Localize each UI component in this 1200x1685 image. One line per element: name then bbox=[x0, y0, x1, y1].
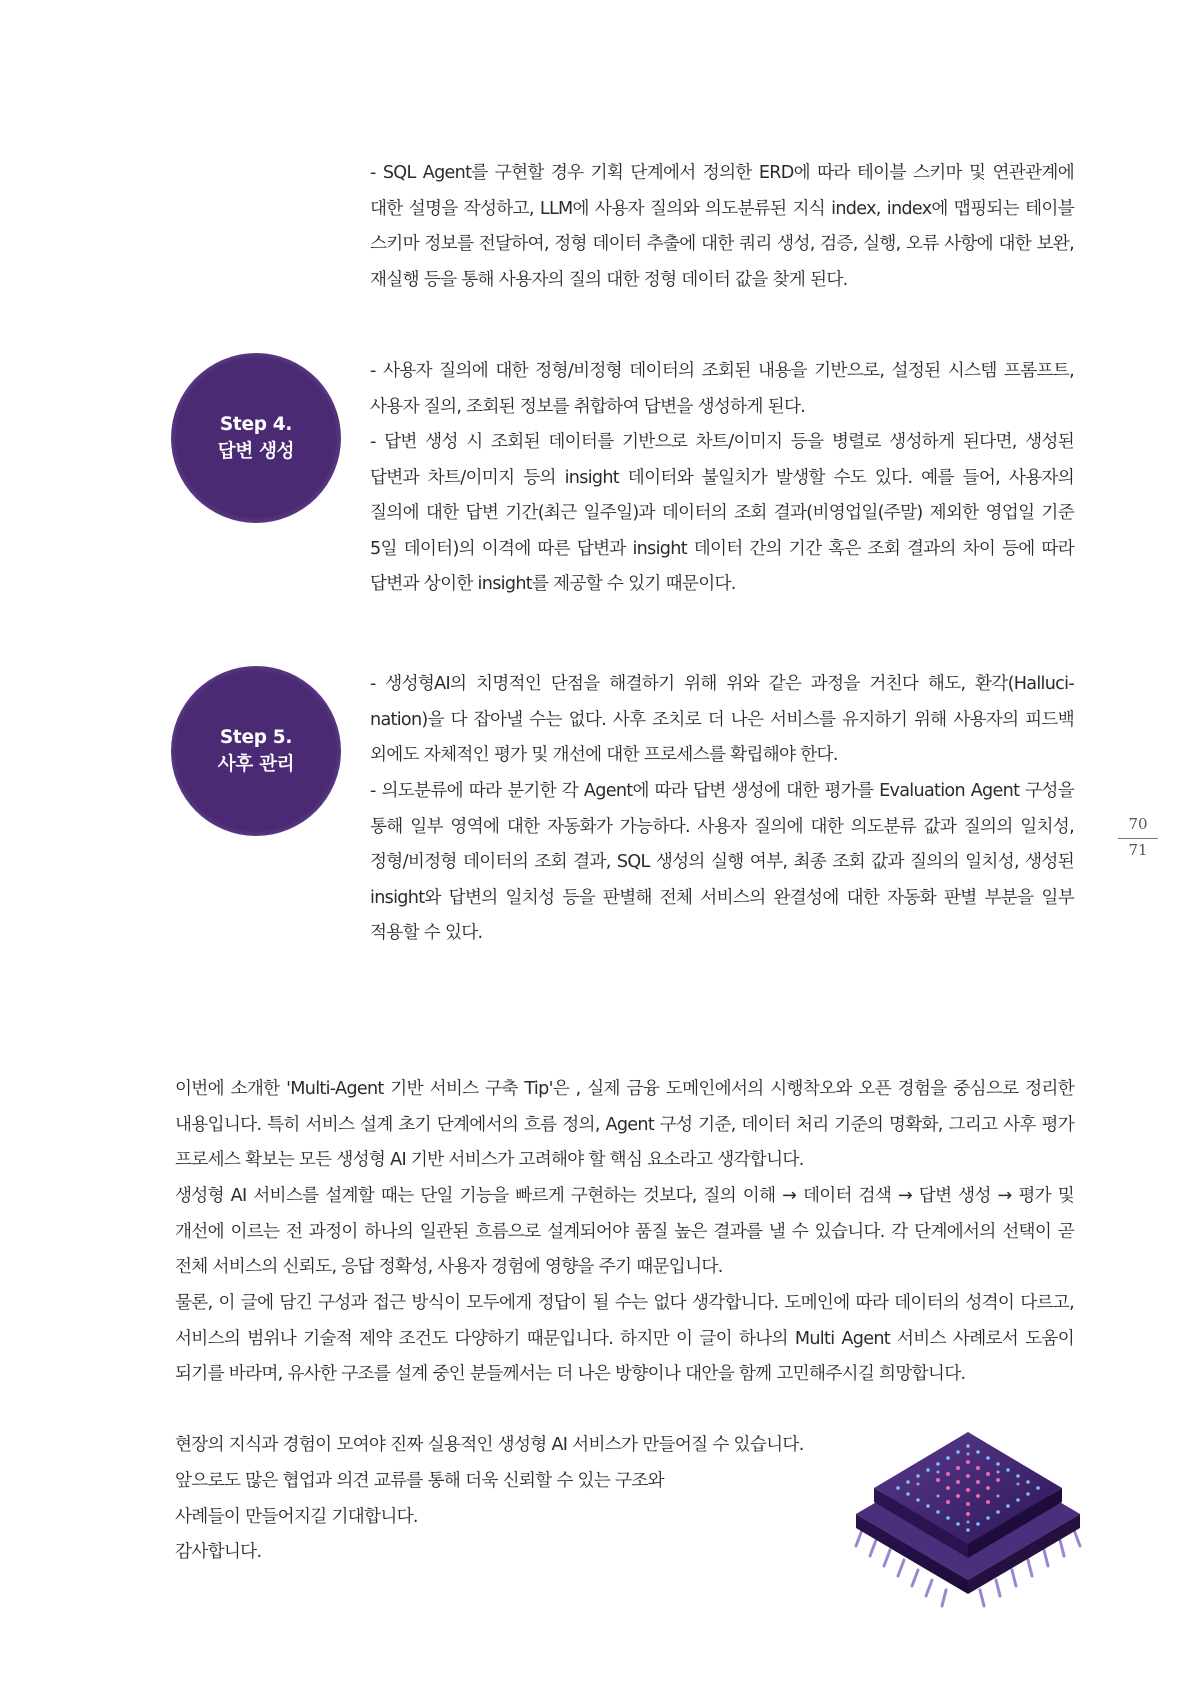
closing-paragraph-6: 사례들이 만들어지길 기대합니다. bbox=[175, 1507, 418, 1527]
closing-paragraph-5: 앞으로도 많은 협업과 의견 교류를 통해 더욱 신뢰할 수 있는 구조와 bbox=[175, 1471, 664, 1491]
page-number-top: 70 bbox=[1128, 815, 1148, 833]
step-5-title: Step 5. bbox=[219, 727, 293, 748]
sql-agent-paragraph: - SQL Agent를 구현할 경우 기획 단계에서 정의한 ERD에 따라 테이블 스키마 및 연관관계에 대한 설명을 작성하고, LLM에 사용자 질의와 의도분류된 지식 index, index에 맵핑되는 테이블 스키마 정보를 전달하여, 정형 데이터 추출에 대한 쿼리 생성, 검증, 실행, 오류 사항에 대한 보완, 재실행 등을 통해 사용자의 질의 대한 정형 데이터 값을 찾게 된다. bbox=[370, 163, 1074, 290]
step-5-badge bbox=[171, 666, 341, 836]
page-number-divider bbox=[1118, 838, 1158, 839]
step-4-title: Step 4. bbox=[219, 414, 293, 435]
step-4-name: 답변 생성 bbox=[217, 441, 295, 462]
closing-paragraph-3: 물론, 이 글에 담긴 구성과 접근 방식이 모두에게 정답이 될 수는 없다 생각합니다. 도메인에 따라 데이터의 성격이 다르고, 서비스의 범위나 기술적 제약 조건도 다양하기 때문입니다. 하지만 이 글이 하나의 Multi Agent 서비스 사례로서 도움이 되기를 바라며, 유사한 구조를 설계 중인 분들께서는 더 나은 방향이나 대안을 함께 고민해주시길 희망합니다. bbox=[175, 1293, 1074, 1384]
page-number-bottom: 71 bbox=[1128, 841, 1148, 859]
step-5-name: 사후 관리 bbox=[217, 754, 295, 775]
closing-paragraph-2: 생성형 AI 서비스를 설계할 때는 단일 기능을 빠르게 구현하는 것보다, 질의 이해 → 데이터 검색 → 답변 생성 → 평가 및 개선에 이르는 전 과정이 하나의 일관된 흐름으로 설계되어야 품질 높은 결과를 낼 수 있습니다. 각 단계에서의 선택이 곧 전체 서비스의 신뢰도, 응답 정확성, 사용자 경험에 영향을 주기 때문입니다. bbox=[175, 1186, 1074, 1277]
step-4-paragraph-1: - 사용자 질의에 대한 정형/비정형 데이터의 조회된 내용을 기반으로, 설정된 시스템 프롬프트, 사용자 질의, 조회된 정보를 취합하여 답변을 생성하게 된다. bbox=[370, 361, 1074, 417]
closing-paragraph-4: 현장의 지식과 경험이 모여야 진짜 실용적인 생성형 AI 서비스가 만들어질 수 있습니다. bbox=[175, 1435, 804, 1455]
ai-chip-illustration bbox=[848, 1418, 1088, 1618]
closing-paragraph-7: 감사합니다. bbox=[175, 1542, 262, 1562]
step-5-paragraph-2: - 의도분류에 따라 분기한 각 Agent에 따라 답변 생성에 대한 평가를 Evaluation Agent 구성을 통해 일부 영역에 대한 자동화가 가능하다. 사용자 질의에 대한 의도분류 값과 질의의 일치성, 정형/비정형 데이터의 조회 결과, SQL 생성의 실행 여부, 최종 조회 값과 질의의 일치성, 생성된 insight와 답변의 일치성 등을 판별해 전체 서비스의 완결성에 대한 자동화 판별 부분을 일부 적용할 수 있다. bbox=[370, 781, 1074, 943]
closing-paragraph-1: 이번에 소개한 'Multi-Agent 기반 서비스 구축 Tip'은 , 실제 금융 도메인에서의 시행착오와 오픈 경험을 중심으로 정리한 내용입니다. 특히 서비스 설계 초기 단계에서의 흐름 정의, Agent 구성 기준, 데이터 처리 기준의 명확화, 그리고 사후 평가 프로세스 확보는 모든 생성형 AI 기반 서비스가 고려해야 할 핵심 요소라고 생각합니다. bbox=[175, 1079, 1074, 1170]
step-5-paragraph-1: - 생성형AI의 치명적인 단점을 해결하기 위해 위와 같은 과정을 거친다 해도, 환각(Halluci-nation)을 다 잡아낼 수는 없다. 사후 조치로 더 나은 서비스를 유지하기 위해 사용자의 피드백 외에도 자체적인 평가 및 개선에 대한 프로세스를 확립해야 한다. bbox=[370, 674, 1074, 765]
step-4-badge bbox=[171, 353, 341, 523]
step-4-paragraph-2: - 답변 생성 시 조회된 데이터를 기반으로 차트/이미지 등을 병렬로 생성하게 된다면, 생성된 답변과 차트/이미지 등의 insight 데이터와 불일치가 발생할 수도 있다. 예를 들어, 사용자의 질의에 대한 답변 기간(최근 일주일)과 데이터의 조회 결과(비영업일(주말) 제외한 영업일 기준 5일 데이터)의 이격에 따른 답변과 insight 데이터 간의 기간 혹은 조회 결과의 차이 등에 따라 답변과 상이한 insight를 제공할 수 있기 때문이다. bbox=[370, 432, 1074, 594]
